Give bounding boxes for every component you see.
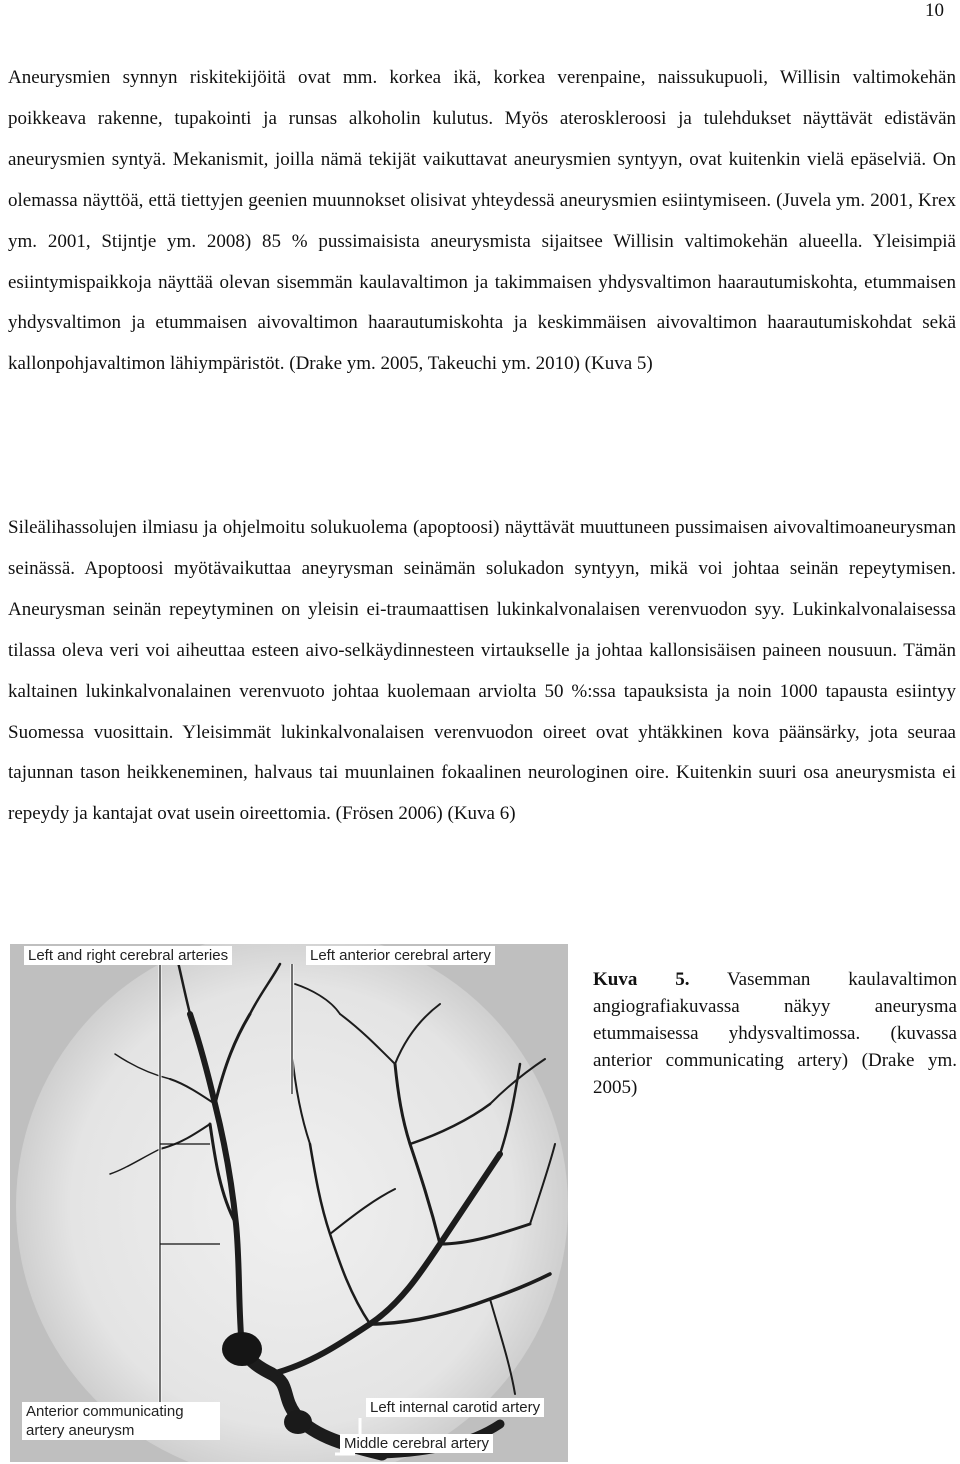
label-cerebral-arteries: Left and right cerebral arteries (24, 946, 232, 965)
label-internal-carotid: Left internal carotid artery (366, 1398, 544, 1417)
body-paragraph: Aneurysmien synnyn riskitekijöitä ovat mm. korkea ikä, korkea verenpaine, naissukupuoli, Willisin valtimokehän poikkeava rakenne, tupakointi ja runsas alkoholin kulutus. Myös ateroskleroosi ja tulehdukset näyttävät edistävän aneurysmien syntyä. Mekanismit, joilla nämä tekijät vaikuttavat aneurysmien syntyyn, ovat kuitenkin vielä epäselviä. On olemassa näyttöä, että tiettyjen geenien muunnokset olisivat yhteydessä aneurysmien esiintymiseen. (Juvela ym. 2001, Krex ym. 2001, Stijntje ym. 2008) 85 % pussimaisista aneurysmista sijaitsee Willisin valtimokehän alueella. Yleisimpiä esiintymispaikkoja näyttää olevan sisemmän kaulavaltimon ja takimmaisen yhdysvaltimon haarautumiskohta, etummaisen yhdysvaltimon ja etummaisen aivovaltimon haarautumiskohta ja keskimmäisen aivovaltimon haarautumiskohdat sekä kallonpohjavaltimon lähiympäristöt. (Drake ym. 2005, Takeuchi ym. 2010) (Kuva 5) (8, 67, 956, 375)
label-middle-cerebral: Middle cerebral artery (340, 1434, 493, 1453)
page-number: 10 (925, 0, 944, 21)
body-paragraph: Sileälihassolujen ilmiasu ja ohjelmoitu solukuolema (apoptoosi) näyttävät muuttuneen pussimaisen aivovaltimoaneurysman seinässä. Apoptoosi myötävaikuttaa aneyrysman seinämän solukadon syntyyn, mikä voi johtaa seinän repeytymisen. Aneurysman seinän repeytyminen on yleisin ei-traumaattisen lukinkalvonalaisen verenvuodon syy. Lukinkalvonalaisessa tilassa oleva veri voi aiheuttaa esteen aivo-selkäydinnesteen virtaukselle ja johtaa kallonsisäisen paineen nousuun. Tämän kaltainen lukinkalvonalainen verenvuoto johtaa kuolemaan arviolta 50 %:ssa tapauksista ja noin 1000 tapausta esiintyy Suomessa vuosittain. Yleisimmät lukinkalvonalaisen verenvuodon oireet ovat yhtäkkinen kova päänsärky, jota seuraa tajunnan tason heikkeneminen, halvaus tai muunlainen fokaalinen neurologinen oire. Kuitenkin suuri osa aneurysmista ei repeydy ja kantajat ovat usein oireettomia. (Frösen 2006) (Kuva 6) (8, 517, 956, 825)
carotid-siphon (284, 1410, 312, 1434)
angiography-image (10, 944, 568, 1462)
angiography-figure (10, 944, 568, 1462)
caption-label: Kuva 5. (593, 969, 690, 990)
figure-caption (593, 966, 957, 1101)
aneurysm-sac (222, 1332, 262, 1366)
label-acom-aneurysm: Anterior communicating artery aneurysm (22, 1402, 220, 1440)
label-anterior-cerebral-artery: Left anterior cerebral artery (306, 946, 495, 965)
caption-text: Vasemman kaulavaltimon angiografiakuvassa näkyy aneurysma etummaisessa yhdysvaltimossa. (kuvassa anterior communicating artery) (Drake ym. 2005) (593, 969, 957, 1098)
